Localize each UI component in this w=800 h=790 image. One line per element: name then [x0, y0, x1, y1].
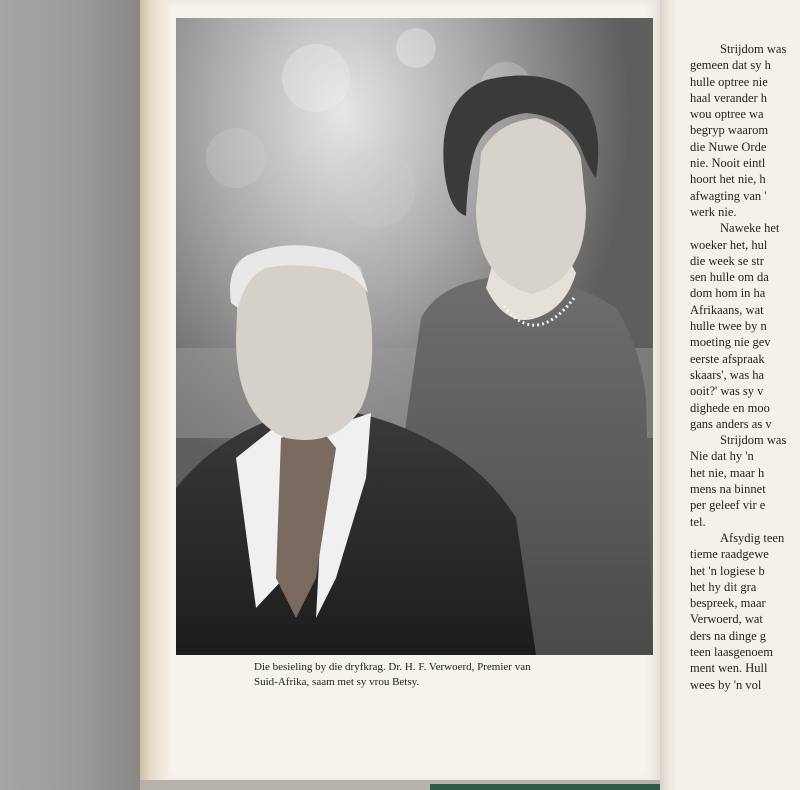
text-line: dighede en moo [690, 400, 770, 415]
right-page [676, 0, 800, 790]
text-line: Strijdom was [720, 433, 787, 448]
text-line: woeker het, hul [690, 237, 768, 252]
text-line: skaars', was ha [690, 367, 765, 382]
text-line: begryp waarom [690, 123, 769, 138]
photo-caption [254, 660, 654, 690]
text-line: Strijdom was [720, 42, 787, 56]
text-line: sen hulle om da [690, 270, 769, 285]
text-line: Naweke het [720, 221, 780, 236]
text-line: Verwoerd, wat [690, 612, 763, 627]
text-line: wees by 'n vol [690, 677, 762, 692]
text-line: die Nuwe Orde [690, 139, 767, 154]
text-line: gemeen dat sy h [690, 58, 771, 73]
book-spine [140, 0, 168, 780]
text-line: eerste afspraak [690, 351, 765, 366]
text-line: werk nie. [690, 204, 737, 219]
text-line: per geleef vir e [690, 498, 766, 513]
book-gutter [660, 0, 676, 790]
text-line: nie. Nooit eintl [690, 156, 766, 171]
text-line: mens na binnet [690, 482, 766, 497]
text-line: ment wen. Hull [690, 661, 768, 676]
caption-line: Suid-Afrika, saam met sy vrou Betsy. [254, 676, 420, 688]
text-line: Afsydig teen [720, 530, 785, 545]
text-line: wou optree wa [690, 107, 764, 122]
text-line: het hy dit gra [690, 579, 757, 594]
text-line: hoort het nie, h [690, 172, 766, 187]
text-line: ders na dinge g [690, 628, 767, 643]
text-line: dom hom in ha [690, 286, 766, 301]
text-line: hulle twee by n [690, 319, 767, 334]
text-line: moeting nie gev [690, 335, 771, 350]
text-line: gans anders as v [690, 416, 772, 431]
text-line: het 'n logiese b [690, 563, 765, 578]
text-line: Nie dat hy 'n [690, 449, 754, 464]
text-line: die week se str [690, 253, 764, 268]
body-text [690, 41, 800, 693]
text-line: bespreek, maar [690, 596, 766, 611]
text-line: het nie, maar h [690, 465, 765, 480]
caption-line: Die besieling by die dryfkrag. Dr. H. F. Verwoerd, Premier van [254, 661, 531, 673]
portrait-photo [176, 18, 653, 655]
portrait-illustration [176, 18, 653, 655]
text-line: teen laasgenoem [690, 644, 773, 659]
text-line: tel. [690, 514, 706, 529]
background-surface [0, 0, 140, 790]
cover-edge [430, 784, 660, 790]
text-line: ooit?' was sy v [690, 384, 764, 399]
text-line: afwagting van ' [690, 188, 767, 203]
text-line: tieme raadgewe [690, 547, 769, 562]
text-line: haal verander h [690, 90, 768, 105]
text-line: hulle optree nie [690, 74, 768, 89]
text-line: Afrikaans, wat [690, 302, 764, 317]
